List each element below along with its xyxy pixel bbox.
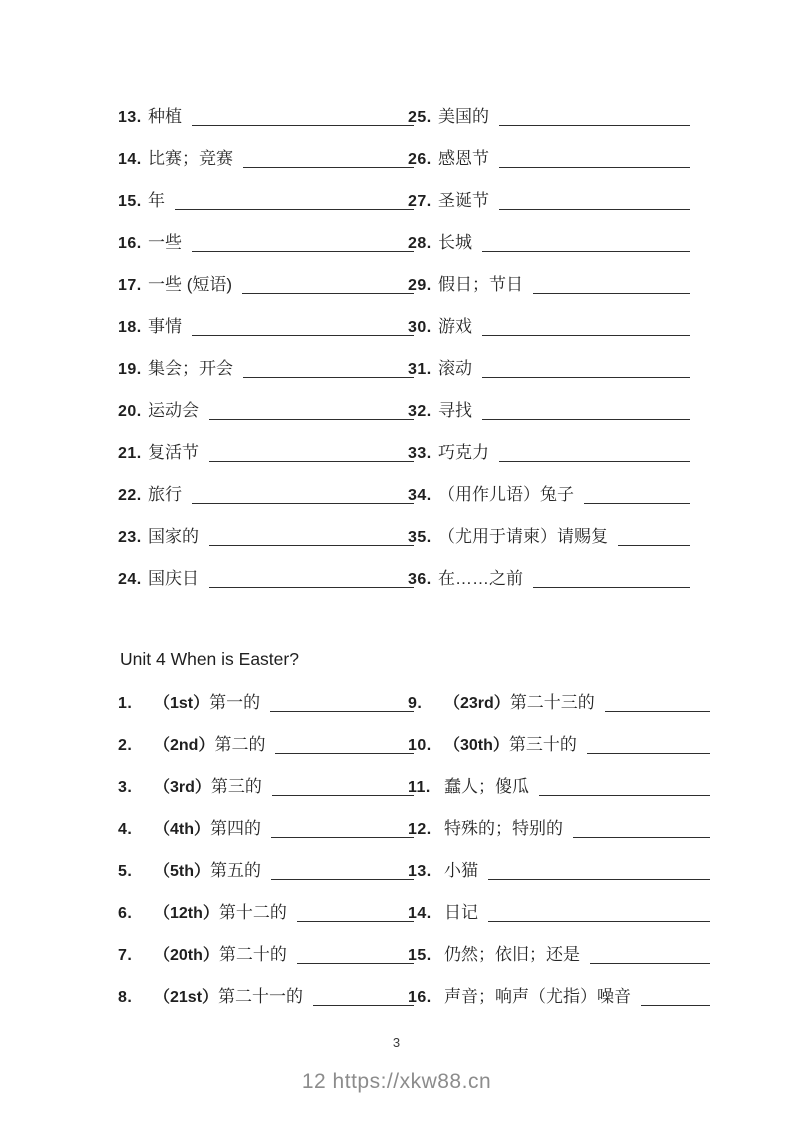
answer-blank[interactable] — [641, 1001, 710, 1006]
item-number: 25. — [408, 109, 432, 126]
item-label: 第一的 — [209, 693, 261, 712]
answer-blank[interactable] — [488, 875, 710, 880]
answer-blank[interactable] — [271, 875, 414, 880]
vocab-item — [118, 358, 408, 380]
vocab-item — [118, 902, 408, 924]
vocab-item — [408, 568, 690, 590]
answer-blank[interactable] — [175, 205, 414, 210]
vocab-item — [118, 526, 408, 548]
item-label: 一些 (短语) — [148, 275, 233, 294]
vocab-item — [118, 944, 408, 966]
answer-blank[interactable] — [499, 205, 690, 210]
item-number: 14. — [408, 905, 432, 922]
item-ordinal: （3rd） — [154, 779, 211, 796]
vocab-row — [118, 338, 690, 380]
item-number: 4. — [118, 821, 133, 838]
page-number: 3 — [392, 1035, 401, 1050]
item-number: 7. — [118, 947, 133, 964]
item-number: 13. — [408, 863, 432, 880]
item-label: 圣诞节 — [438, 191, 489, 210]
answer-blank[interactable] — [488, 917, 710, 922]
item-label: 声音；响声（尤指）噪音 — [444, 987, 631, 1006]
vocab-item — [118, 776, 408, 798]
vocab-row — [118, 380, 690, 422]
item-label: 美国的 — [438, 107, 489, 126]
item-ordinal: （30th） — [444, 737, 509, 754]
answer-blank[interactable] — [192, 121, 414, 126]
item-number: 32. — [408, 403, 432, 420]
item-number: 28. — [408, 235, 432, 252]
item-number: 9. — [408, 695, 423, 712]
vocab-item — [408, 986, 710, 1008]
vocab-row — [118, 86, 690, 128]
answer-blank[interactable] — [271, 833, 414, 838]
item-label: 事情 — [148, 317, 182, 336]
vocab-item — [408, 818, 710, 840]
vocab-item — [408, 902, 710, 924]
item-number: 14. — [118, 151, 142, 168]
vocab-item — [118, 818, 408, 840]
item-label: 国家的 — [148, 527, 199, 546]
item-number: 1. — [118, 695, 133, 712]
vocab-row — [118, 464, 690, 506]
item-label: 比赛；竞赛 — [148, 149, 233, 168]
item-number: 13. — [118, 109, 142, 126]
item-label: 特殊的；特别的 — [444, 819, 563, 838]
vocab-item — [118, 692, 408, 714]
answer-blank[interactable] — [482, 247, 690, 252]
unit4-title: Unit 4 When is Easter? — [120, 649, 299, 669]
item-number: 33. — [408, 445, 432, 462]
vocab-item — [408, 358, 690, 380]
answer-blank[interactable] — [584, 499, 690, 504]
vocab-item — [118, 316, 408, 338]
item-ordinal: （2nd） — [154, 737, 215, 754]
item-number: 20. — [118, 403, 142, 420]
item-number: 12. — [408, 821, 432, 838]
answer-blank[interactable] — [499, 457, 690, 462]
vocab-item — [118, 986, 408, 1008]
answer-blank[interactable] — [482, 415, 690, 420]
item-number: 10. — [408, 737, 432, 754]
vocab-item — [118, 190, 408, 212]
vocab-item — [408, 860, 710, 882]
answer-blank[interactable] — [499, 121, 690, 126]
vocab-row — [118, 128, 690, 170]
word-list-13-36 — [118, 86, 690, 590]
item-number: 34. — [408, 487, 432, 504]
answer-blank[interactable] — [275, 749, 414, 754]
vocab-row — [118, 966, 710, 1008]
item-number: 2. — [118, 737, 133, 754]
item-ordinal: （5th） — [154, 863, 211, 880]
item-ordinal: （1st） — [154, 695, 210, 712]
answer-blank[interactable] — [272, 791, 414, 796]
answer-blank[interactable] — [618, 541, 690, 546]
worksheet-content — [118, 86, 793, 1008]
answer-blank[interactable] — [533, 289, 690, 294]
vocab-row — [118, 506, 690, 548]
item-number: 24. — [118, 571, 142, 588]
item-number: 31. — [408, 361, 432, 378]
vocab-item — [408, 526, 690, 548]
vocab-item — [118, 232, 408, 254]
vocab-row — [118, 170, 690, 212]
answer-blank[interactable] — [192, 247, 414, 252]
item-number: 3. — [118, 779, 133, 796]
vocab-item — [118, 860, 408, 882]
vocab-item — [408, 274, 690, 296]
vocab-row — [118, 882, 710, 924]
vocab-item — [118, 148, 408, 170]
vocab-item — [408, 400, 690, 422]
item-number: 15. — [408, 947, 432, 964]
vocab-item — [408, 484, 690, 506]
vocab-row — [118, 924, 710, 966]
vocab-item — [118, 106, 408, 128]
item-label: 第二十的 — [218, 945, 287, 964]
answer-blank[interactable] — [499, 163, 690, 168]
item-label: 种植 — [148, 107, 182, 126]
item-label: （用作儿语）兔子 — [438, 485, 574, 504]
answer-blank[interactable] — [192, 499, 414, 504]
vocab-row — [118, 212, 690, 254]
word-list-unit4 — [118, 672, 710, 1008]
answer-blank[interactable] — [209, 541, 414, 546]
item-label: 巧克力 — [438, 443, 489, 462]
vocab-item — [408, 734, 710, 756]
item-label: 集会；开会 — [148, 359, 233, 378]
item-number: 8. — [118, 989, 133, 1006]
item-number: 30. — [408, 319, 432, 336]
item-label: 蠢人；傻瓜 — [444, 777, 529, 796]
answer-blank[interactable] — [482, 373, 690, 378]
item-label: 第二十一的 — [218, 987, 304, 1006]
vocab-item — [118, 568, 408, 590]
item-number: 16. — [408, 989, 432, 1006]
answer-blank[interactable] — [605, 707, 710, 712]
item-label: 游戏 — [438, 317, 472, 336]
vocab-item — [118, 400, 408, 422]
answer-blank[interactable] — [297, 959, 414, 964]
vocab-item — [408, 776, 710, 798]
vocab-item — [118, 484, 408, 506]
item-number: 17. — [118, 277, 142, 294]
vocab-item — [408, 232, 690, 254]
vocab-item — [408, 148, 690, 170]
answer-blank[interactable] — [533, 583, 690, 588]
answer-blank[interactable] — [192, 331, 414, 336]
item-number: 22. — [118, 487, 142, 504]
item-label: 国庆日 — [148, 569, 199, 588]
item-label: 仍然；依旧；还是 — [444, 945, 580, 964]
vocab-item — [408, 442, 690, 464]
item-label: 长城 — [438, 233, 472, 252]
vocab-row — [118, 296, 690, 338]
item-label: 第二十三的 — [509, 693, 595, 712]
item-label: 第四的 — [210, 819, 262, 838]
answer-blank[interactable] — [297, 917, 414, 922]
answer-blank[interactable] — [587, 749, 710, 754]
item-number: 23. — [118, 529, 142, 546]
item-label: 滚动 — [438, 359, 472, 378]
footer-watermark-url: 12 https://xkw88.cn — [301, 1070, 492, 1093]
answer-blank[interactable] — [209, 415, 414, 420]
vocab-item — [408, 316, 690, 338]
item-ordinal: （21st） — [154, 989, 219, 1006]
item-label: 第二的 — [214, 735, 266, 754]
item-number: 21. — [118, 445, 142, 462]
answer-blank[interactable] — [243, 373, 414, 378]
vocab-item — [408, 692, 710, 714]
answer-blank[interactable] — [242, 289, 414, 294]
answer-blank[interactable] — [573, 833, 710, 838]
item-number: 36. — [408, 571, 432, 588]
item-number: 19. — [118, 361, 142, 378]
vocab-item — [408, 106, 690, 128]
vocab-item — [408, 190, 690, 212]
item-label: 第五的 — [210, 861, 262, 880]
item-label: 第三十的 — [508, 735, 577, 754]
answer-blank[interactable] — [590, 959, 710, 964]
answer-blank[interactable] — [209, 457, 414, 462]
item-number: 6. — [118, 905, 133, 922]
vocab-row — [118, 798, 710, 840]
item-label: 感恩节 — [438, 149, 489, 168]
item-label: 复活节 — [148, 443, 199, 462]
item-label: 在……之前 — [438, 569, 523, 588]
item-number: 29. — [408, 277, 432, 294]
item-label: 第三的 — [210, 777, 262, 796]
item-label: 第十二的 — [218, 903, 287, 922]
item-label: 小猫 — [444, 861, 478, 880]
item-number: 16. — [118, 235, 142, 252]
answer-blank[interactable] — [313, 1001, 414, 1006]
item-ordinal: （20th） — [154, 947, 219, 964]
vocab-row — [118, 548, 690, 590]
item-label: 一些 — [148, 233, 182, 252]
item-label: （尤用于请柬）请赐复 — [438, 527, 608, 546]
vocab-row — [118, 672, 710, 714]
item-number: 15. — [118, 193, 142, 210]
item-number: 35. — [408, 529, 432, 546]
answer-blank[interactable] — [243, 163, 414, 168]
item-label: 年 — [148, 191, 165, 210]
item-ordinal: （23rd） — [444, 695, 510, 712]
vocab-item — [118, 734, 408, 756]
answer-blank[interactable] — [209, 583, 414, 588]
item-label: 运动会 — [148, 401, 199, 420]
answer-blank[interactable] — [270, 707, 414, 712]
vocab-item — [118, 274, 408, 296]
item-label: 假日；节日 — [438, 275, 523, 294]
item-number: 27. — [408, 193, 432, 210]
item-label: 日记 — [444, 903, 478, 922]
item-label: 寻找 — [438, 401, 472, 420]
item-number: 11. — [408, 779, 431, 796]
vocab-item — [118, 442, 408, 464]
item-ordinal: （12th） — [154, 905, 219, 922]
item-number: 26. — [408, 151, 432, 168]
item-number: 18. — [118, 319, 142, 336]
item-number: 5. — [118, 863, 133, 880]
answer-blank[interactable] — [539, 791, 710, 796]
vocab-item — [408, 944, 710, 966]
vocab-row — [118, 254, 690, 296]
vocab-row — [118, 840, 710, 882]
vocab-row — [118, 756, 710, 798]
vocab-row — [118, 714, 710, 756]
answer-blank[interactable] — [482, 331, 690, 336]
item-ordinal: （4th） — [154, 821, 211, 838]
item-label: 旅行 — [148, 485, 182, 504]
vocab-row — [118, 422, 690, 464]
